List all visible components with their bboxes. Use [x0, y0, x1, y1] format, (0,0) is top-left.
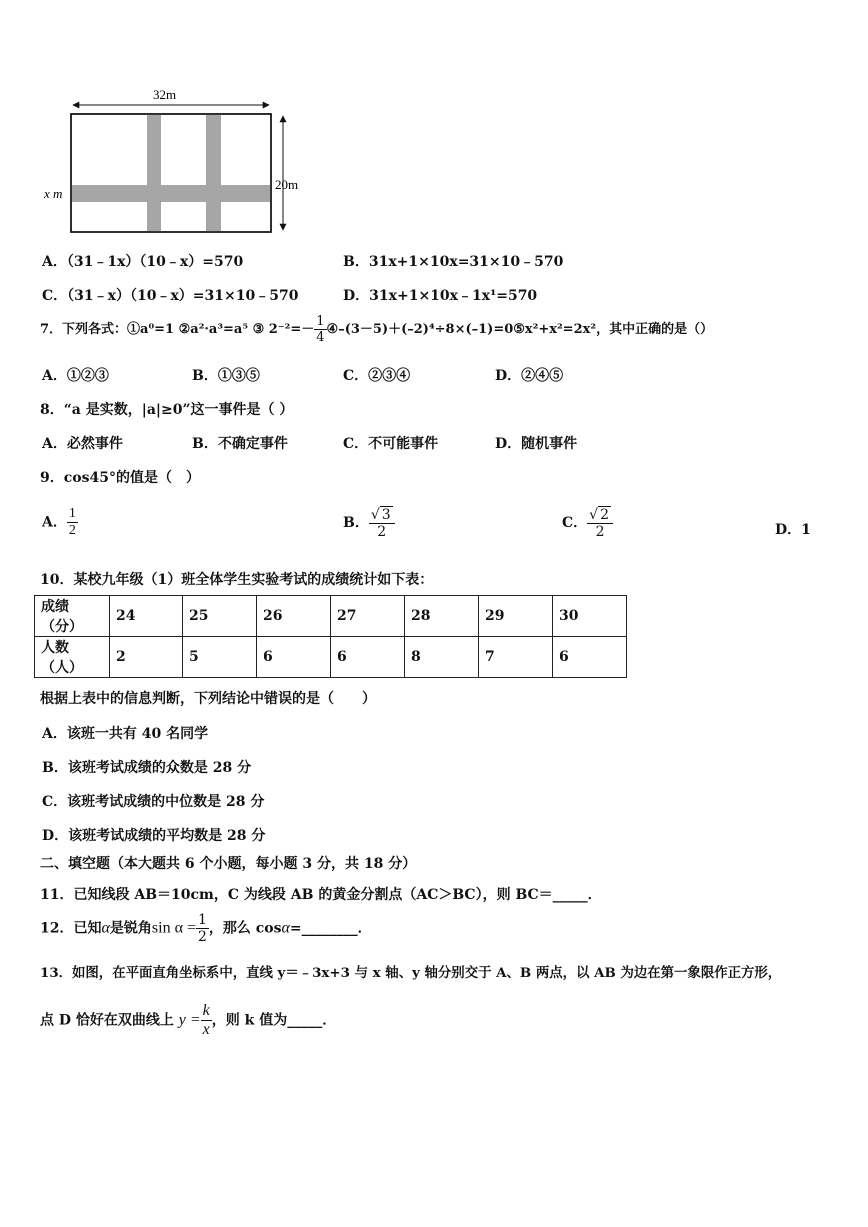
q7-fraction: $\frac{1}{4}$ — [316, 314, 325, 345]
q10-stem: 10．某校九年级（1）班全体学生实验考试的成绩统计如下表： — [40, 572, 434, 588]
table-row — [35, 596, 627, 637]
q10-option-c: C．该班考试成绩的中位数是 28 分 — [42, 794, 265, 810]
q9-b-fraction: $\frac{√ 3}{2}$ — [369, 506, 395, 540]
table-cell: 6 — [553, 637, 627, 678]
table-cell: 29 — [479, 596, 553, 637]
q6-option-a: A．（31﹣1x）（10﹣x）=570 — [42, 254, 244, 270]
table-cell: 8 — [405, 637, 479, 678]
table-cell: 7 — [479, 637, 553, 678]
table-cell: 26 — [257, 596, 331, 637]
q12-fraction: $\frac{1}{2}$ — [197, 912, 207, 945]
q8-option-d: D．随机事件 — [495, 436, 578, 452]
road-horizontal — [71, 185, 271, 202]
q9-c-fraction: $\frac{√ 2}{2}$ — [587, 506, 613, 540]
q7-stem-part2: ④–(3－5)＋(–2)⁴÷8×(–1)=0⑤x²+x²=2x²，其中正确的是（） — [326, 322, 714, 337]
q8-option-b: B．不确定事件 — [192, 436, 288, 452]
road-vertical-2 — [206, 114, 221, 232]
q9-option-b: B． $\frac{√ 3}{2}$ — [343, 506, 395, 540]
q8-option-a: A．必然事件 — [42, 436, 123, 452]
q7-option-b: B．①③⑤ — [192, 368, 260, 384]
field-outline — [71, 114, 271, 232]
table-cell: 6 — [331, 637, 405, 678]
q6-option-b: B．31x+1×10x=31×10﹣570 — [343, 254, 564, 270]
table-cell: 30 — [553, 596, 627, 637]
table-row — [35, 637, 627, 678]
q7-stem — [40, 314, 713, 345]
table-cell: 6 — [257, 637, 331, 678]
q10-option-b: B．该班考试成绩的众数是 28 分 — [42, 760, 252, 776]
q8-option-c: C．不可能事件 — [343, 436, 439, 452]
q13-fraction: $\frac{k}{x}$ — [202, 1002, 210, 1038]
q9-option-c: C． $\frac{√ 2}{2}$ — [562, 506, 613, 540]
q11-text: 11．已知线段 AB＝10cm，C 为线段 AB 的黄金分割点（AC＞BC），则 BC＝_____． — [40, 887, 602, 903]
q12-text: 12．已知α是锐角sin α = $\frac{1}{2}$ ，那么 cosα=________． — [40, 912, 372, 945]
q7-option-d: D．②④⑤ — [495, 368, 564, 384]
q9-a-fraction: $\frac{1}{2}$ — [68, 506, 76, 538]
table-cell: 人数（人） — [35, 637, 110, 678]
q6-option-c: C．（31﹣x）（10﹣x）=31×10﹣570 — [42, 288, 299, 304]
q6-option-d: D．31x+1×10x﹣1x¹=570 — [343, 288, 538, 304]
road-figure — [40, 84, 310, 244]
q13-line2: 点 D 恰好在双曲线上 y = $\frac{k}{x}$ ，则 k 值为_____． — [40, 1002, 337, 1038]
table-cell: 27 — [331, 596, 405, 637]
road-vertical-1 — [147, 114, 161, 232]
q13-line1: 13．如图，在平面直角坐标系中，直线 y＝﹣3x+3 与 x 轴、y 轴分别交于 A、B 两点，以 AB 为边在第一象限作正方形， — [40, 965, 782, 981]
width-label: 32m — [153, 87, 177, 102]
q10-ask: 根据上表中的信息判断，下列结论中错误的是（ ） — [40, 691, 376, 707]
q8-stem: 8．“a 是实数，|a|≥0”这一事件是（ ） — [40, 402, 294, 418]
q9-stem: 9．cos45°的值是（ ） — [40, 470, 200, 486]
score-table — [34, 595, 627, 678]
section-heading: 二、填空题（本大题共 6 个小题，每小题 3 分，共 18 分） — [40, 856, 417, 872]
table-cell: 28 — [405, 596, 479, 637]
q7-option-a: A．①②③ — [42, 368, 109, 384]
q7-option-c: C．②③④ — [343, 368, 411, 384]
q9-option-d: D．1 — [775, 522, 811, 538]
q9-option-a: A． $\frac{1}{2}$ — [42, 506, 76, 538]
q10-option-d: D．该班考试成绩的平均数是 28 分 — [42, 828, 266, 844]
height-label: 20m — [275, 177, 299, 192]
road-width-label: x m — [44, 186, 63, 201]
q7-stem-part1: 7．下列各式：①a⁰=1 ②a²·a³=a⁵ ③ 2⁻²=－ — [40, 322, 315, 337]
q10-option-a: A．该班一共有 40 名同学 — [42, 726, 209, 742]
table-cell: 成绩（分） — [35, 596, 110, 637]
table-cell: 24 — [110, 596, 183, 637]
table-cell: 5 — [183, 637, 257, 678]
table-cell: 2 — [110, 637, 183, 678]
table-cell: 25 — [183, 596, 257, 637]
